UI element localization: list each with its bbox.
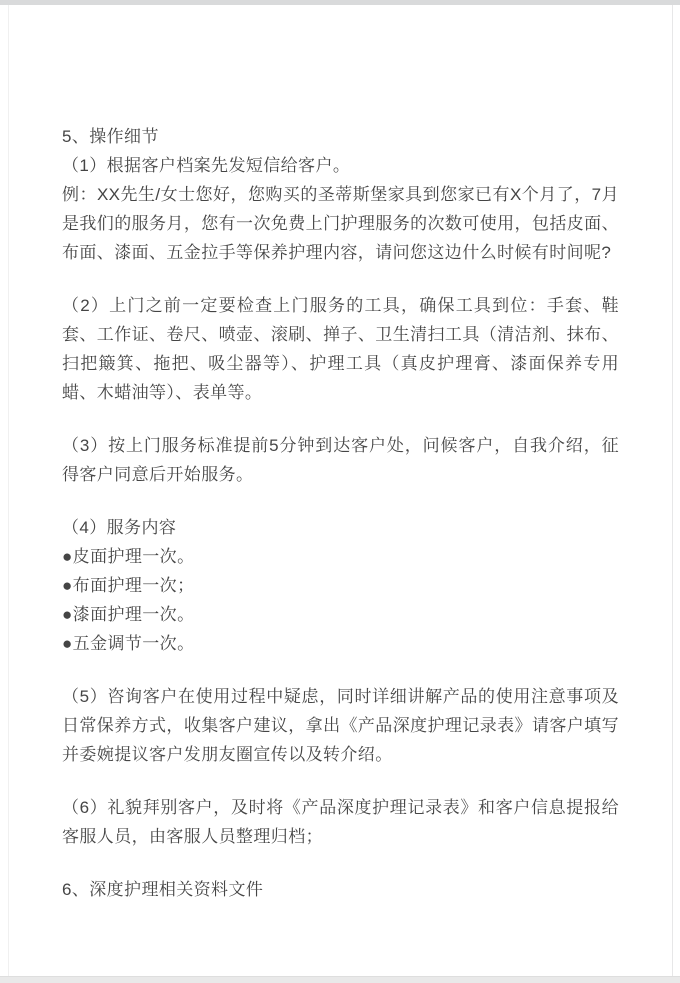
section5-step3: （3）按上门服务标准提前5分钟到达客户处，问候客户，自我介绍，征得客户同意后开始服务。	[62, 436, 619, 484]
service-item-fabric: ●布面护理一次；	[62, 576, 195, 595]
section5-heading: 5、操作细节	[62, 127, 159, 146]
service-item-hardware: ●五金调节一次。	[62, 634, 195, 653]
page-border-top	[0, 0, 680, 5]
section5-step4-heading: （4）服务内容	[62, 518, 177, 537]
section5-step1-example: 例：XX先生/女士您好，您购买的圣蒂斯堡家具到您家已有X个月了，7月是我们的服务月，您有一次免费上门护理服务的次数可使用，包括皮面、布面、漆面、五金拉手等保养护理内容，请问您这边什么时候有时间呢?	[62, 185, 619, 262]
section5-step6: （6）礼貌拜别客户，及时将《产品深度护理记录表》和客户信息提报给客服人员，由客服人员整理归档；	[62, 798, 619, 846]
service-content-list	[62, 542, 619, 658]
document-body	[62, 122, 619, 904]
page-border-right	[672, 5, 673, 976]
service-item-paint: ●漆面护理一次。	[62, 605, 195, 624]
page-border-left	[8, 5, 9, 976]
service-item-leather: ●皮面护理一次。	[62, 547, 195, 566]
section6-heading: 6、深度护理相关资料文件	[62, 880, 264, 899]
section5-step1: （1）根据客户档案先发短信给客户。	[62, 156, 351, 175]
section5-step5: （5）咨询客户在使用过程中疑虑，同时详细讲解产品的使用注意事项及日常保养方式，收集客户建议，拿出《产品深度护理记录表》请客户填写并委婉提议客户发朋友圈宣传以及转介绍。	[62, 687, 619, 764]
section5-step2: （2）上门之前一定要检查上门服务的工具，确保工具到位：手套、鞋套、工作证、卷尺、喷壶、滚刷、掸子、卫生清扫工具（清洁剂、抹布、扫把簸箕、拖把、吸尘器等）、护理工具（真皮护理膏、漆面保养专用蜡、木蜡油等）、表单等。	[62, 296, 619, 402]
page-border-bottom	[0, 976, 680, 983]
